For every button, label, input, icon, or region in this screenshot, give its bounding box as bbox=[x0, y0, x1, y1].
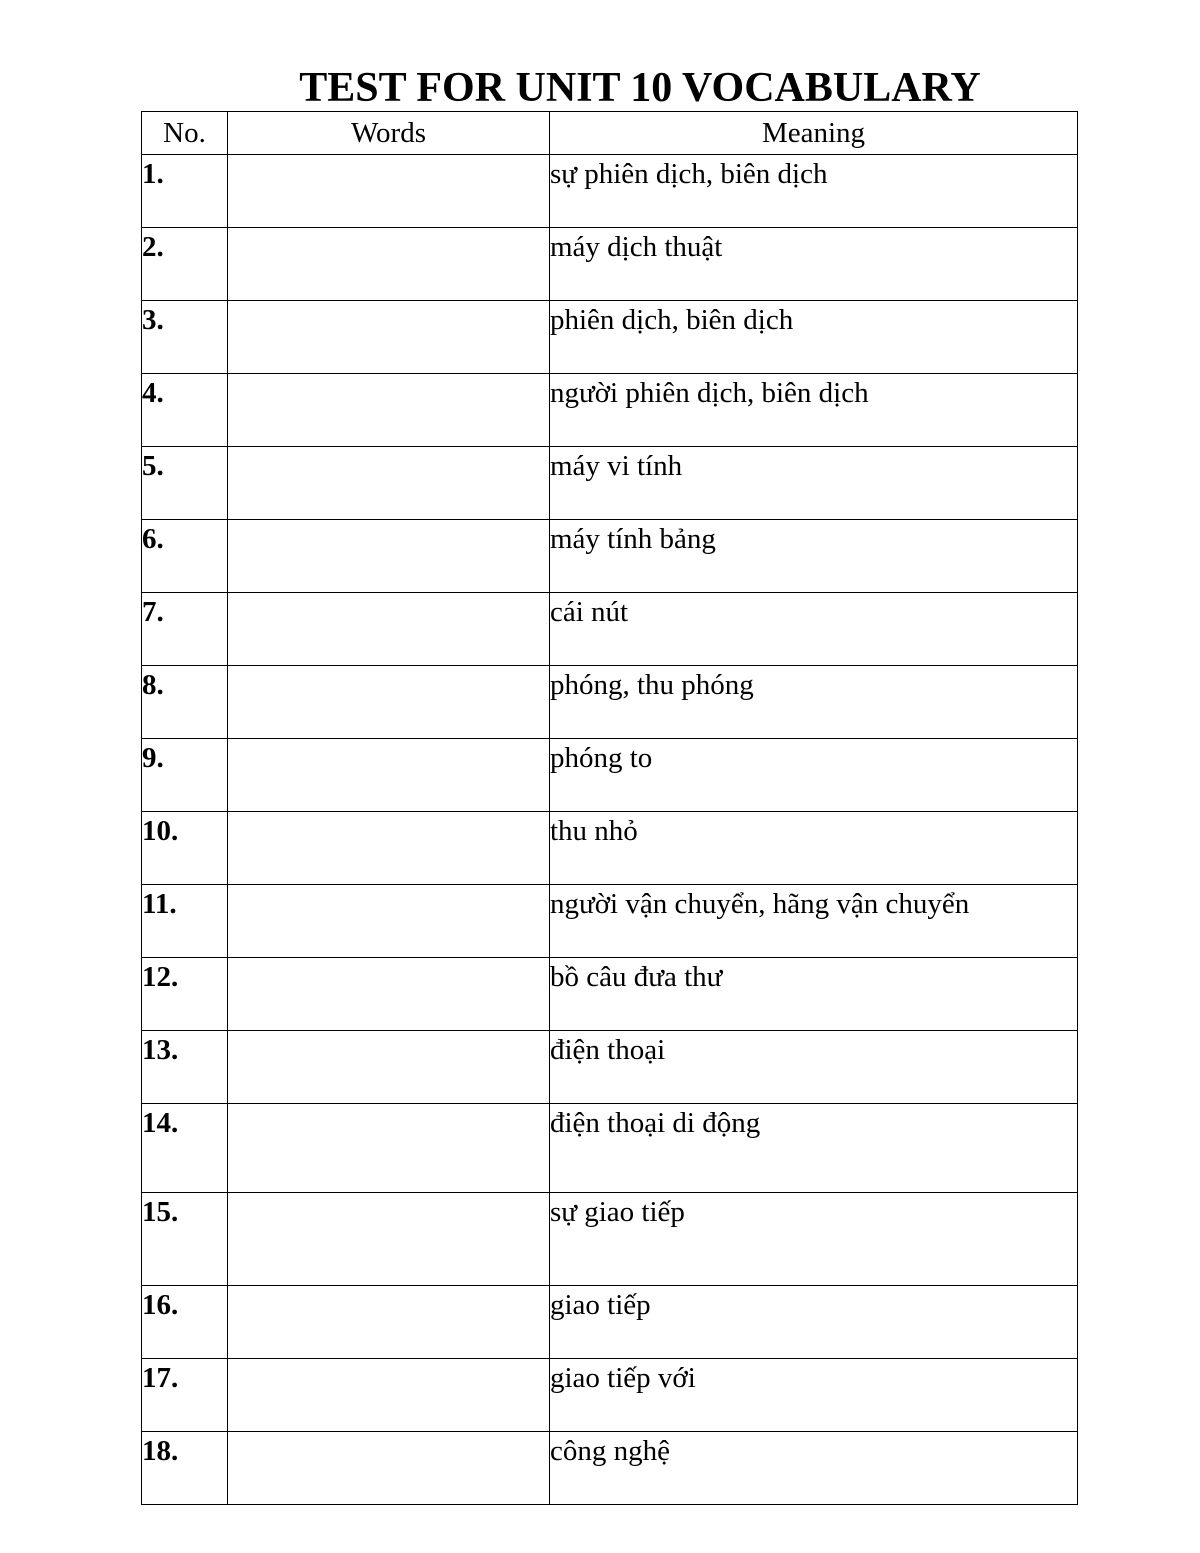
meaning-cell: điện thoại bbox=[550, 1031, 1078, 1104]
meaning-cell: thu nhỏ bbox=[550, 812, 1078, 885]
word-answer-cell[interactable] bbox=[228, 1286, 550, 1359]
row-number: 7. bbox=[142, 593, 228, 666]
table-row bbox=[142, 301, 1078, 374]
table-row bbox=[142, 812, 1078, 885]
table-row bbox=[142, 155, 1078, 228]
header-words: Words bbox=[228, 112, 550, 155]
meaning-cell: giao tiếp bbox=[550, 1286, 1078, 1359]
word-answer-cell[interactable] bbox=[228, 812, 550, 885]
meaning-cell: người phiên dịch, biên dịch bbox=[550, 374, 1078, 447]
row-number: 4. bbox=[142, 374, 228, 447]
table-row bbox=[142, 593, 1078, 666]
word-answer-cell[interactable] bbox=[228, 1104, 550, 1193]
word-answer-cell[interactable] bbox=[228, 1432, 550, 1505]
word-answer-cell[interactable] bbox=[228, 739, 550, 812]
word-answer-cell[interactable] bbox=[228, 520, 550, 593]
word-answer-cell[interactable] bbox=[228, 593, 550, 666]
meaning-cell: máy dịch thuật bbox=[550, 228, 1078, 301]
word-answer-cell[interactable] bbox=[228, 155, 550, 228]
row-number: 1. bbox=[142, 155, 228, 228]
row-number: 6. bbox=[142, 520, 228, 593]
row-number: 14. bbox=[142, 1104, 228, 1193]
row-number: 2. bbox=[142, 228, 228, 301]
header-meaning: Meaning bbox=[550, 112, 1078, 155]
table-row bbox=[142, 1104, 1078, 1193]
table-row bbox=[142, 1031, 1078, 1104]
meaning-cell: máy tính bảng bbox=[550, 520, 1078, 593]
table-header-row bbox=[142, 112, 1078, 155]
table-row bbox=[142, 958, 1078, 1031]
page-title: TEST FOR UNIT 10 VOCABULARY bbox=[299, 65, 981, 111]
row-number: 13. bbox=[142, 1031, 228, 1104]
word-answer-cell[interactable] bbox=[228, 1193, 550, 1286]
row-number: 5. bbox=[142, 447, 228, 520]
word-answer-cell[interactable] bbox=[228, 228, 550, 301]
word-answer-cell[interactable] bbox=[228, 447, 550, 520]
table-row bbox=[142, 739, 1078, 812]
word-answer-cell[interactable] bbox=[228, 666, 550, 739]
meaning-cell: máy vi tính bbox=[550, 447, 1078, 520]
row-number: 17. bbox=[142, 1359, 228, 1432]
row-number: 10. bbox=[142, 812, 228, 885]
vocabulary-table bbox=[141, 111, 1078, 1505]
meaning-cell: sự phiên dịch, biên dịch bbox=[550, 155, 1078, 228]
row-number: 18. bbox=[142, 1432, 228, 1505]
table-row bbox=[142, 447, 1078, 520]
table-row bbox=[142, 228, 1078, 301]
word-answer-cell[interactable] bbox=[228, 885, 550, 958]
header-no: No. bbox=[142, 112, 228, 155]
word-answer-cell[interactable] bbox=[228, 1359, 550, 1432]
row-number: 15. bbox=[142, 1193, 228, 1286]
meaning-cell: bồ câu đưa thư bbox=[550, 958, 1078, 1031]
table-row bbox=[142, 1193, 1078, 1286]
row-number: 12. bbox=[142, 958, 228, 1031]
word-answer-cell[interactable] bbox=[228, 374, 550, 447]
word-answer-cell[interactable] bbox=[228, 301, 550, 374]
meaning-cell: giao tiếp với bbox=[550, 1359, 1078, 1432]
meaning-cell: công nghệ bbox=[550, 1432, 1078, 1505]
meaning-cell: phiên dịch, biên dịch bbox=[550, 301, 1078, 374]
table-row bbox=[142, 374, 1078, 447]
row-number: 9. bbox=[142, 739, 228, 812]
table-row bbox=[142, 885, 1078, 958]
row-number: 3. bbox=[142, 301, 228, 374]
meaning-cell: phóng, thu phóng bbox=[550, 666, 1078, 739]
meaning-cell: phóng to bbox=[550, 739, 1078, 812]
meaning-cell: điện thoại di động bbox=[550, 1104, 1078, 1193]
table-row bbox=[142, 520, 1078, 593]
row-number: 11. bbox=[142, 885, 228, 958]
word-answer-cell[interactable] bbox=[228, 1031, 550, 1104]
table-row bbox=[142, 666, 1078, 739]
row-number: 8. bbox=[142, 666, 228, 739]
row-number: 16. bbox=[142, 1286, 228, 1359]
table-row bbox=[142, 1359, 1078, 1432]
meaning-cell: người vận chuyển, hãng vận chuyển bbox=[550, 885, 1078, 958]
word-answer-cell[interactable] bbox=[228, 958, 550, 1031]
table-row bbox=[142, 1286, 1078, 1359]
table-row bbox=[142, 1432, 1078, 1505]
meaning-cell: sự giao tiếp bbox=[550, 1193, 1078, 1286]
meaning-cell: cái nút bbox=[550, 593, 1078, 666]
